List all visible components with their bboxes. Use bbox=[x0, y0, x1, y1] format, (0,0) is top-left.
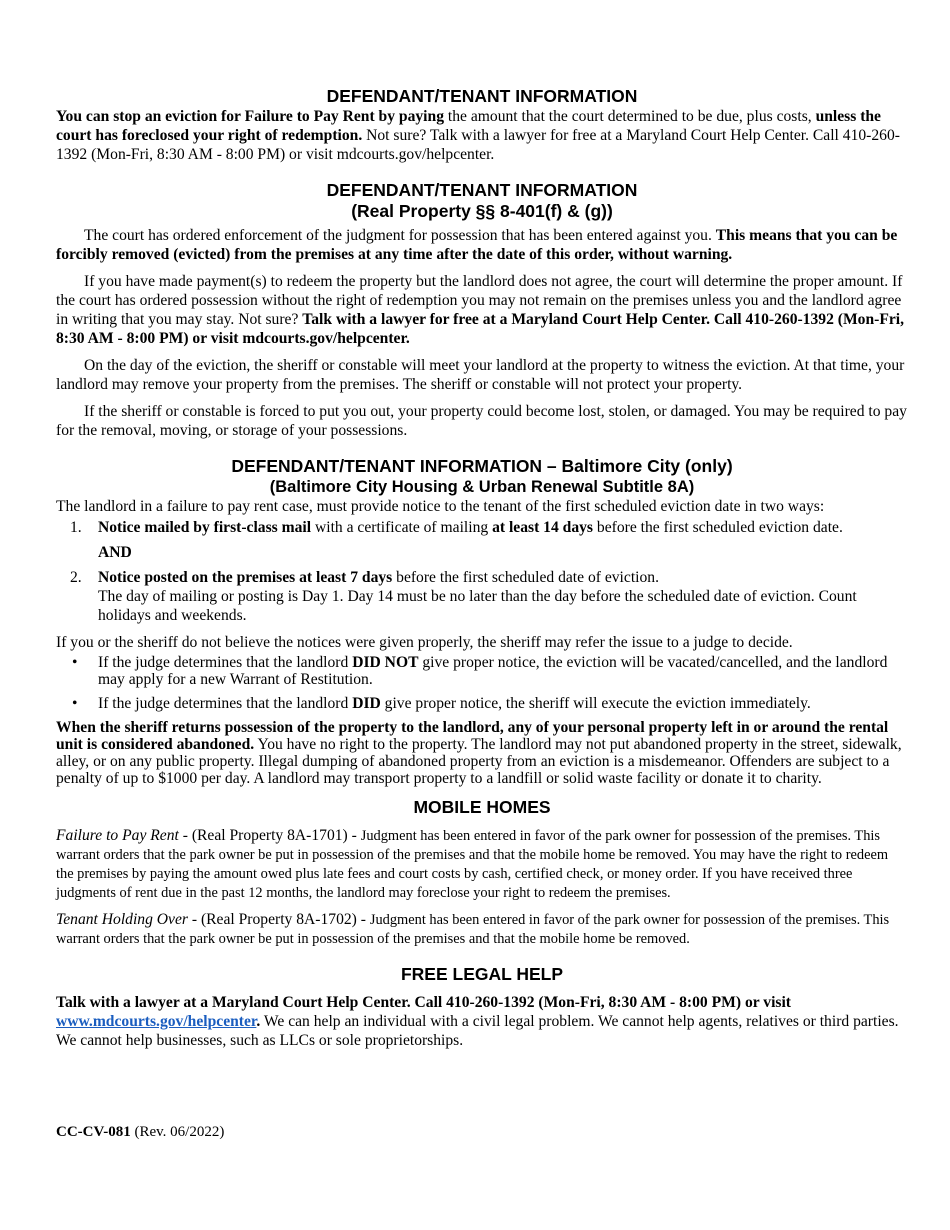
list-number: 2. bbox=[70, 569, 82, 586]
paragraph-abandoned-property: When the sheriff returns possession of the property to the landlord, any of your personal property left in or around the rental unit is considered abandoned. You have no right to the property. The landlord may not put abandoned property in the street, sidewalk, alley, or on any public property. Illegal dumping of abandoned property from an eviction is a misdemeanor. Offenders are subject to a penalty of up to $1000 per day. A landlord may transport property to a landfill or solid waste facility or donate it to charity. bbox=[56, 719, 902, 787]
list-item: 2. Notice posted on the premises at least 7 days before the first scheduled date of eviction. The day of mailing or posting is Day 1. Day 14 must be no later than the day before the scheduled date of eviction. Count holidays and weekends. bbox=[56, 568, 908, 625]
paragraph-failure-to-pay-rent: Failure to Pay Rent - (Real Property 8A-1701) - Judgment has been entered in favor of the park owner for possession of the premises. This warrant orders that the park owner be put in possession of the premises and that the mobile home be removed. You may have the right to redeem the premises by paying the amount owed plus late fees and court costs by cash, certified check, or money order. If you have received three judgments of rent due in the past 12 months, the landlord may foreclose your right to redeem the premises. bbox=[56, 827, 889, 901]
document-page bbox=[56, 86, 908, 1050]
list-item: • If the judge determines that the landlord DID NOT give proper notice, the eviction will be vacated/cancelled, and the landlord may apply for a new Warrant of Restitution. bbox=[72, 654, 888, 688]
paragraph-sheriff-refer: If you or the sheriff do not believe the notices were given properly, the sheriff may refer the issue to a judge to decide. bbox=[56, 634, 793, 651]
paragraph-landlord-notice: The landlord in a failure to pay rent case, must provide notice to the tenant of the first scheduled eviction date in two ways: bbox=[56, 498, 825, 515]
paragraph-court-ordered: The court has ordered enforcement of the judgment for possession that has been entered against you. This means that you can be forcibly removed (evicted) from the premises at any time after the date of this order, without warning. bbox=[56, 227, 898, 263]
day-count-note: The day of mailing or posting is Day 1. Day 14 must be no later than the day before the scheduled date of eviction. Count holidays and weekends. bbox=[98, 588, 857, 624]
list-number: 1. bbox=[70, 519, 82, 536]
and-label: AND bbox=[98, 544, 132, 561]
form-footer bbox=[56, 1124, 224, 1141]
paragraph-payment-redeem: If you have made payment(s) to redeem the property but the landlord does not agree, the court will determine the proper amount. If the court has ordered possession without the right of redemption you may not remain on the premises unless you and the landlord agree in writing that you may stay. Not sure? Talk with a lawyer for free at a Maryland Court Help Center. Call 410-260-1392 (Mon-Fri, 8:30 AM - 8:00 PM) or visit mdcourts.gov/helpcenter. bbox=[56, 273, 905, 347]
paragraph-tenant-holding-over: Tenant Holding Over - (Real Property 8A-1702) - Judgment has been entered in favor of the park owner for possession of the premises. This warrant orders that the park owner be put in possession of the premises and that the mobile home be removed. bbox=[56, 911, 890, 947]
paragraph-free-legal-help: Talk with a lawyer at a Maryland Court Help Center. Call 410-260-1392 (Mon-Fri, 8:30 AM - 8:00 PM) or visit www.mdcourts.gov/helpcenter. We can help an individual with a civil legal problem. We cannot help agents, relatives or third parties. We cannot help businesses, such as LLCs or sole proprietorships. bbox=[56, 994, 899, 1049]
form-number: CC-CV-081 bbox=[56, 1124, 131, 1140]
section-subheading-real-property: (Real Property §§ 8-401(f) & (g)) bbox=[351, 201, 613, 221]
bullet-icon: • bbox=[72, 654, 78, 671]
paragraph-stop-eviction: You can stop an eviction for Failure to Pay Rent by paying the amount that the court determined to be due, plus costs, unless the court has foreclosed your right of redemption. Not sure? Talk with a lawyer for free at a Maryland Court Help Center. Call 410-260-1392 (Mon-Fri, 8:30 AM - 8:00 PM) or visit mdcourts.gov/helpcenter. bbox=[56, 108, 900, 163]
section-heading-free-legal-help: FREE LEGAL HELP bbox=[400, 964, 564, 984]
bullet-icon: • bbox=[72, 695, 78, 712]
helpcenter-link[interactable]: www.mdcourts.gov/helpcenter bbox=[56, 1013, 257, 1030]
paragraph-day-of-eviction: On the day of the eviction, the sheriff or constable will meet your landlord at the property to witness the eviction. At that time, your landlord may remove your property from the premises. The sheriff or constable will not protect your property. bbox=[56, 357, 905, 393]
section-heading-mobile-homes: MOBILE HOMES bbox=[413, 797, 551, 817]
section-heading-tenant-info-real-property: DEFENDANT/TENANT INFORMATION bbox=[326, 180, 638, 200]
section-heading-baltimore-city: DEFENDANT/TENANT INFORMATION – Baltimore City (only) bbox=[231, 456, 733, 476]
list-item: 1. Notice mailed by first-class mail with a certificate of mailing at least 14 days before the first scheduled eviction date. AND bbox=[56, 518, 908, 562]
list-item: • If the judge determines that the landlord DID give proper notice, the sheriff will execute the eviction immediately. bbox=[72, 695, 811, 712]
notice-list bbox=[56, 518, 908, 625]
section-subheading-baltimore-city: (Baltimore City Housing & Urban Renewal Subtitle 8A) bbox=[269, 478, 695, 496]
paragraph-sheriff-forced: If the sheriff or constable is forced to put you out, your property could become lost, stolen, or damaged. You may be required to pay for the removal, moving, or storage of your possessions. bbox=[56, 403, 907, 439]
form-revision: (Rev. 06/2022) bbox=[130, 1124, 225, 1140]
judge-bullets bbox=[56, 654, 908, 713]
section-heading-tenant-info: DEFENDANT/TENANT INFORMATION bbox=[326, 86, 638, 106]
